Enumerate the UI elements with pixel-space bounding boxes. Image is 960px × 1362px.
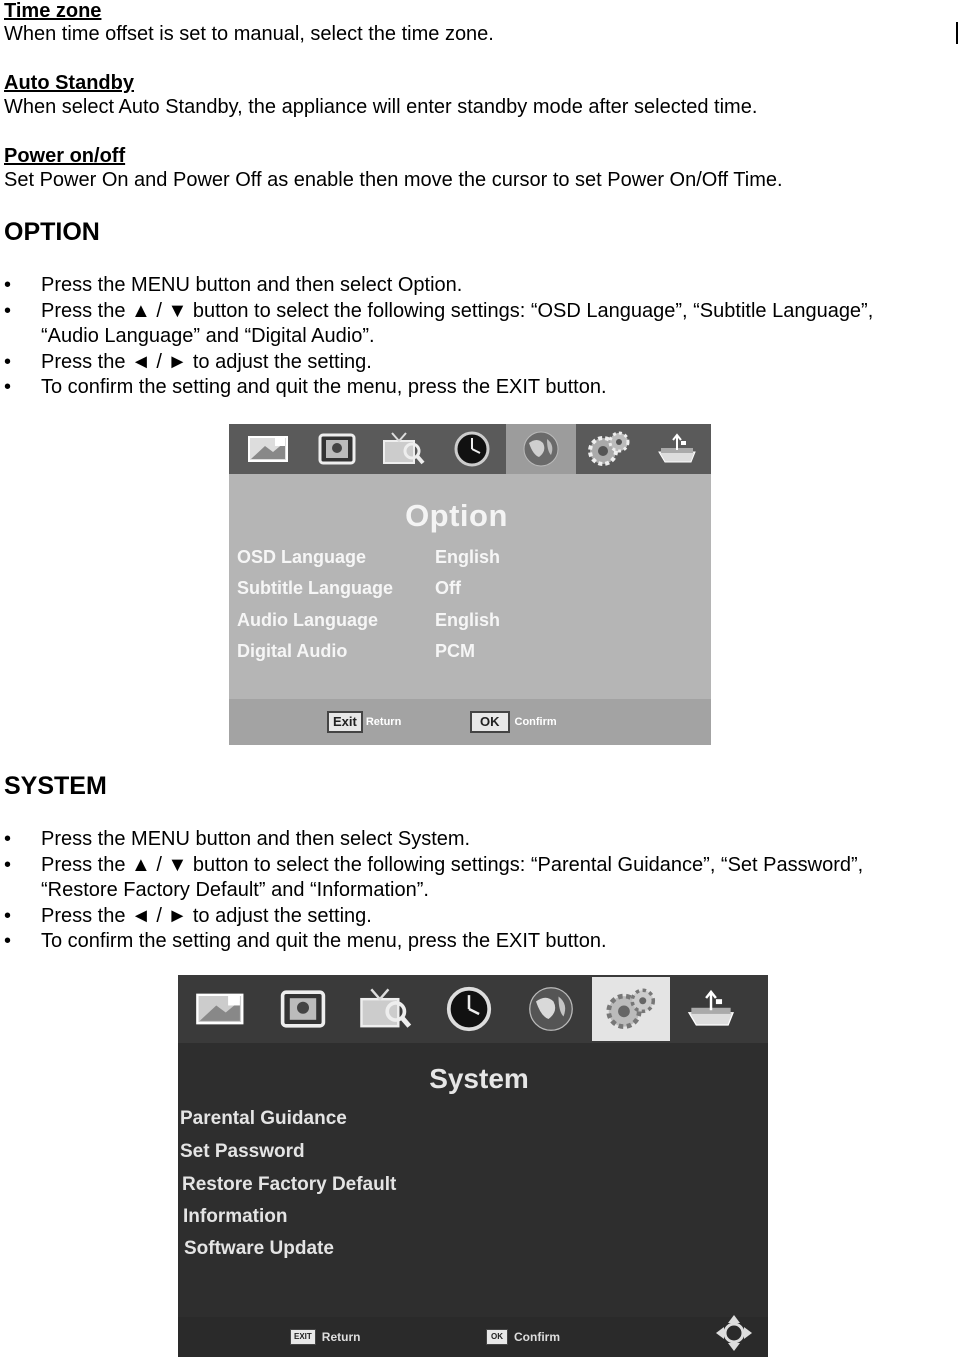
option-bullet-2: • Press the ▲ / ▼ button to select the following settings: “OSD Language”, “Subtitle Language”, “Audio Language” and “Digital Audio”. (0, 299, 940, 350)
navigation-pad-icon (714, 1313, 754, 1357)
gears-icon[interactable] (592, 977, 670, 1041)
system-bullet-3: • Press the ◄ / ► to adjust the setting. (0, 904, 940, 930)
option-bullet-4: • To confirm the setting and quit the menu, press the EXIT button. (0, 375, 940, 401)
osd-language-label[interactable]: OSD Language (237, 547, 367, 567)
parental-guidance-item[interactable]: Parental Guidance (180, 1108, 347, 1129)
audio-language-value[interactable]: English (435, 610, 501, 630)
exit-key[interactable]: Exit (327, 711, 363, 733)
image-icon[interactable] (303, 424, 371, 474)
option-exit-return[interactable] (327, 711, 401, 733)
system-bullet-1: • Press the MENU button and then select System. (0, 827, 940, 853)
usb-icon[interactable] (643, 424, 711, 474)
tv-search-icon[interactable] (370, 424, 438, 474)
power-onoff-text: Set Power On and Power Off as enable then move the cursor to set Power On/Off Time. (4, 169, 783, 191)
system-bullet-list (0, 827, 940, 955)
power-onoff-title: Power on/off (4, 145, 126, 167)
option-screen-title: Option (405, 498, 508, 533)
system-bullet-4: • To confirm the setting and quit the menu, press the EXIT button. (0, 929, 940, 955)
system-ok-confirm[interactable] (486, 1329, 560, 1345)
set-password-item[interactable]: Set Password (180, 1141, 305, 1162)
subtitle-language-value[interactable]: Off (435, 578, 461, 598)
osd-language-value[interactable]: English (435, 547, 501, 567)
option-heading: OPTION (4, 218, 100, 246)
usb-icon[interactable] (670, 975, 752, 1043)
digital-audio-value[interactable]: PCM (435, 641, 475, 661)
subtitle-language-label[interactable]: Subtitle Language (237, 578, 394, 598)
confirm-label: Confirm (514, 1330, 560, 1344)
image-icon[interactable] (262, 975, 344, 1043)
exit-key[interactable]: EXIT (290, 1329, 316, 1345)
auto-standby-text: When select Auto Standby, the appliance will enter standby mode after selected time. (4, 96, 758, 118)
option-bullet-1: • Press the MENU button and then select Option. (0, 273, 940, 299)
system-menu-screen (178, 975, 768, 1357)
tv-search-icon[interactable] (344, 975, 428, 1043)
option-bullet-3: • Press the ◄ / ► to adjust the setting. (0, 350, 940, 376)
system-screen-title: System (429, 1063, 529, 1094)
confirm-label: Confirm (514, 716, 557, 728)
option-footer (229, 699, 711, 745)
picture-icon[interactable] (180, 975, 262, 1043)
option-menu-screen (229, 424, 711, 745)
option-bullet-list (0, 273, 940, 401)
system-footer (178, 1317, 768, 1357)
globe-icon[interactable] (506, 424, 576, 474)
clock-icon[interactable] (438, 424, 506, 474)
return-label: Return (365, 716, 402, 728)
restore-factory-default-item[interactable]: Restore Factory Default (182, 1174, 397, 1195)
globe-icon[interactable] (510, 975, 592, 1043)
system-bullet-2: • Press the ▲ / ▼ button to select the following settings: “Parental Guidance”, “Set Password”, “Restore Factory Default” and “Information”. (0, 853, 940, 904)
system-heading: SYSTEM (4, 772, 107, 800)
option-icon-bar (229, 424, 711, 474)
ok-key[interactable]: OK (470, 711, 510, 733)
ok-key[interactable]: OK (486, 1329, 508, 1345)
audio-language-label[interactable]: Audio Language (237, 610, 378, 630)
time-zone-text: When time offset is set to manual, select the time zone. (4, 23, 494, 45)
time-zone-title: Time zone (4, 0, 102, 22)
margin-mark (956, 22, 958, 44)
auto-standby-title: Auto Standby (4, 72, 134, 94)
system-exit-return[interactable] (290, 1329, 360, 1345)
digital-audio-label[interactable]: Digital Audio (237, 641, 348, 661)
information-item[interactable]: Information (183, 1206, 288, 1227)
option-ok-confirm[interactable] (470, 711, 557, 733)
return-label: Return (321, 1330, 361, 1344)
picture-icon[interactable] (235, 424, 303, 474)
gears-icon[interactable] (576, 424, 644, 474)
software-update-item[interactable]: Software Update (184, 1238, 334, 1259)
clock-icon[interactable] (428, 975, 510, 1043)
system-icon-bar (178, 975, 768, 1043)
